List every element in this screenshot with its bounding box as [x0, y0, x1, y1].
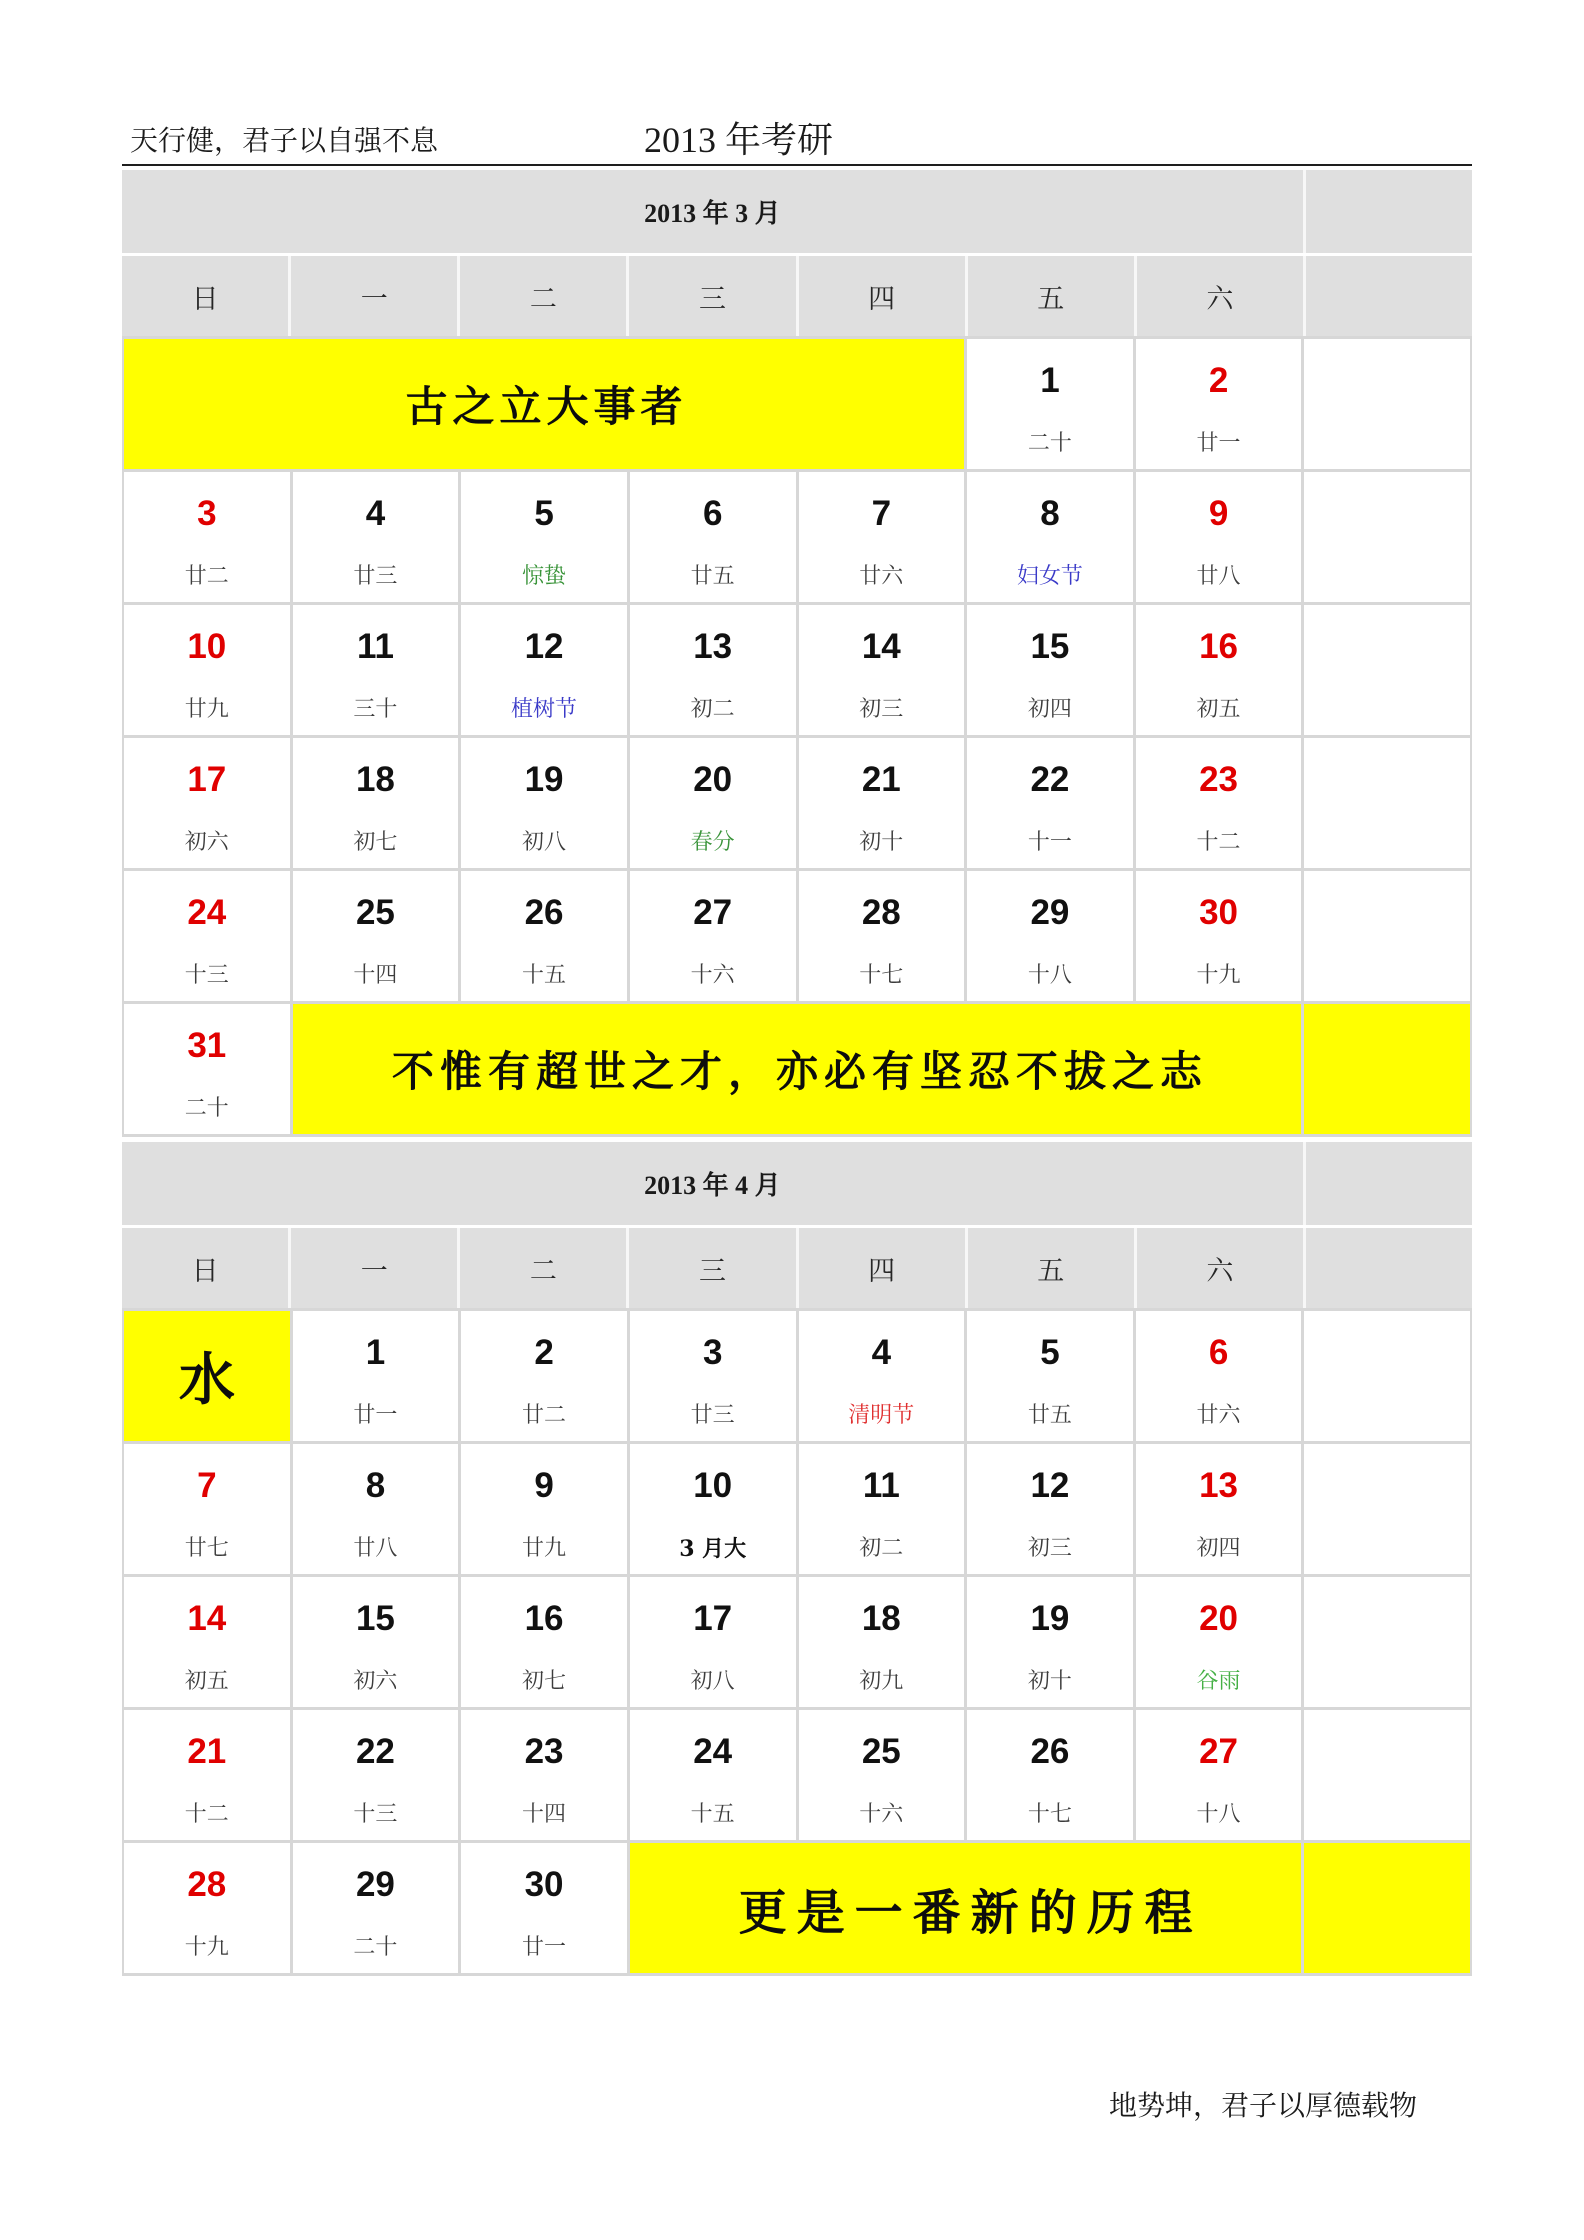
lunar-date: 廿五	[1027, 1403, 1072, 1428]
weekday-cell	[460, 1228, 626, 1308]
motto-banner	[293, 1004, 1302, 1134]
weekday-label: 二	[529, 283, 557, 315]
day-cell	[461, 738, 627, 868]
day-cell	[799, 605, 965, 735]
day-number: 2	[534, 1333, 554, 1372]
empty-header-cell	[1306, 1142, 1472, 1225]
day-number: 11	[862, 1466, 900, 1505]
weekday-cell	[291, 256, 457, 336]
day-number: 10	[693, 1466, 733, 1505]
banner-text: 更是一番新的历程	[738, 1884, 1203, 1941]
day-cell	[124, 1577, 290, 1707]
day-number: 23	[524, 1732, 564, 1771]
day-number: 29	[355, 1865, 395, 1904]
lunar-date: 三十	[353, 697, 398, 722]
day-cell	[967, 472, 1133, 602]
day-cell	[293, 1444, 459, 1574]
lunar-date: 廿九	[522, 1536, 567, 1561]
blank-column-cell	[1304, 871, 1470, 1001]
lunar-date: 植树节	[511, 697, 578, 722]
day-number: 4	[871, 1333, 892, 1372]
date-grid	[122, 336, 1472, 1137]
day-number: 1	[1040, 361, 1060, 400]
blank-column-cell	[1304, 1710, 1470, 1840]
motto-banner	[630, 1843, 1302, 1973]
day-number: 18	[861, 1599, 901, 1638]
day-cell	[124, 871, 290, 1001]
day-number: 21	[861, 760, 901, 799]
day-number: 26	[524, 893, 564, 932]
day-cell	[799, 738, 965, 868]
day-cell	[461, 1311, 627, 1441]
day-cell	[1136, 738, 1302, 868]
month-title: 2013 年 4 月	[644, 1171, 781, 1200]
day-cell	[1136, 1710, 1302, 1840]
lunar-date: 十八	[1027, 963, 1072, 988]
weekday-label: 二	[529, 1255, 557, 1287]
day-number: 19	[1030, 1599, 1070, 1638]
day-cell	[124, 1444, 290, 1574]
day-number: 21	[187, 1732, 227, 1771]
lunar-date: 廿一	[353, 1403, 398, 1428]
day-number: 7	[197, 1466, 217, 1505]
lunar-date: 初七	[522, 1669, 567, 1694]
weekday-label: 四	[868, 1255, 896, 1287]
day-cell	[630, 1311, 796, 1441]
header-motto: 天行健，君子以自强不息	[130, 124, 439, 157]
day-number: 2	[1208, 361, 1229, 400]
lunar-date: 初四	[1196, 1536, 1241, 1561]
lunar-date: 二十	[353, 1935, 398, 1960]
month-title-row	[122, 170, 1472, 253]
lunar-date: 初七	[353, 830, 398, 855]
day-cell	[967, 339, 1133, 469]
day-cell	[799, 1710, 965, 1840]
day-cell	[799, 472, 965, 602]
day-cell	[630, 738, 796, 868]
lunar-date: 廿五	[690, 564, 735, 589]
day-number: 17	[693, 1599, 733, 1638]
day-cell	[293, 472, 459, 602]
day-number: 8	[365, 1466, 386, 1505]
lunar-date: 初五	[184, 1669, 229, 1694]
lunar-date: 廿三	[690, 1403, 735, 1428]
lunar-date: 初二	[859, 1536, 904, 1561]
day-cell	[293, 738, 459, 868]
lunar-date: 十四	[353, 963, 398, 988]
day-cell	[630, 871, 796, 1001]
day-cell	[461, 605, 627, 735]
month-title-cell	[122, 170, 1303, 253]
day-cell	[630, 1710, 796, 1840]
day-number: 13	[1199, 1466, 1239, 1505]
day-cell	[124, 605, 290, 735]
blank-column-cell	[1304, 605, 1470, 735]
weekday-cell	[1137, 256, 1303, 336]
day-cell	[967, 605, 1133, 735]
lunar-date: 十九	[1196, 963, 1241, 988]
day-number: 29	[1030, 893, 1070, 932]
day-number: 9	[534, 1466, 554, 1505]
weekday-cell	[968, 1228, 1134, 1308]
banner-text: 不惟有超世之才，亦必有坚忍不拔之志	[391, 1047, 1208, 1096]
month-title: 2013 年 3 月	[644, 199, 781, 228]
day-number: 30	[1199, 893, 1239, 932]
day-number: 3	[702, 1333, 723, 1372]
lunar-date: 初六	[353, 1669, 398, 1694]
day-number: 24	[693, 1732, 733, 1771]
day-number: 27	[693, 893, 733, 932]
day-cell	[1136, 339, 1302, 469]
day-number: 25	[861, 1732, 901, 1771]
document-title: 2013 年考研	[644, 120, 834, 160]
day-cell	[293, 1311, 459, 1441]
lunar-date: 十二	[184, 1802, 229, 1827]
day-cell	[1136, 1577, 1302, 1707]
motto-banner	[124, 1311, 290, 1441]
lunar-date: 二十	[184, 1096, 229, 1121]
lunar-date: 十五	[522, 963, 567, 988]
day-cell	[967, 1444, 1133, 1574]
day-cell	[799, 1311, 965, 1441]
day-cell	[1136, 1444, 1302, 1574]
lunar-date: 初八	[690, 1669, 735, 1694]
day-cell	[630, 1577, 796, 1707]
day-cell	[124, 1710, 290, 1840]
day-number: 20	[1199, 1599, 1239, 1638]
blank-column-cell	[1304, 1444, 1470, 1574]
lunar-date: 廿八	[353, 1536, 398, 1561]
day-number: 10	[187, 627, 227, 666]
lunar-date: 十六	[690, 963, 735, 988]
day-cell	[461, 1710, 627, 1840]
weekday-cell	[968, 256, 1134, 336]
weekday-label: 六	[1206, 283, 1234, 315]
weekday-label: 日	[191, 283, 219, 315]
day-number: 14	[187, 1599, 227, 1638]
weekday-cell	[629, 256, 795, 336]
weekday-header-row	[122, 1228, 1472, 1308]
empty-header-cell	[1306, 1228, 1472, 1308]
day-cell	[1136, 472, 1302, 602]
day-cell	[1136, 605, 1302, 735]
day-number: 12	[524, 627, 564, 666]
lunar-date: 二十	[1027, 431, 1072, 456]
lunar-date: 廿七	[184, 1536, 229, 1561]
lunar-date: 十二	[1196, 830, 1241, 855]
lunar-date: 十四	[522, 1802, 567, 1827]
day-cell	[630, 605, 796, 735]
day-number: 12	[1030, 1466, 1070, 1505]
lunar-date: 十三	[184, 963, 229, 988]
day-number: 5	[1040, 1333, 1060, 1372]
day-cell	[293, 1577, 459, 1707]
lunar-date: 3 月大	[679, 1536, 747, 1562]
day-number: 19	[524, 760, 564, 799]
footer-motto: 地势坤，君子以厚德载物	[1109, 2089, 1418, 2122]
day-cell	[461, 472, 627, 602]
blank-column-cell	[1304, 1577, 1470, 1707]
day-number: 4	[365, 494, 386, 533]
day-number: 28	[861, 893, 901, 932]
day-cell	[293, 605, 459, 735]
day-number: 30	[524, 1865, 564, 1904]
day-cell	[799, 1444, 965, 1574]
lunar-date: 清明节	[848, 1403, 915, 1428]
lunar-date: 初五	[1196, 697, 1241, 722]
day-number: 24	[187, 893, 227, 932]
day-cell	[293, 871, 459, 1001]
lunar-date: 十七	[1027, 1802, 1072, 1827]
lunar-date: 惊蛰	[522, 564, 567, 589]
weekday-label: 四	[868, 283, 896, 315]
empty-header-cell	[1306, 256, 1472, 336]
day-number: 14	[861, 627, 901, 666]
day-cell	[461, 871, 627, 1001]
lunar-date: 初四	[1027, 697, 1072, 722]
month-title-row	[122, 1142, 1472, 1225]
day-number: 5	[534, 494, 554, 533]
lunar-date: 十八	[1196, 1802, 1241, 1827]
weekday-header-row	[122, 256, 1472, 336]
day-cell	[461, 1577, 627, 1707]
lunar-date: 廿八	[1196, 564, 1241, 589]
weekday-cell	[1137, 1228, 1303, 1308]
day-number: 31	[187, 1026, 227, 1065]
day-number: 13	[693, 627, 733, 666]
blank-column-cell	[1304, 1311, 1470, 1441]
lunar-date: 廿六	[859, 564, 904, 589]
day-cell	[967, 1710, 1133, 1840]
lunar-date: 初八	[522, 830, 567, 855]
day-number: 26	[1030, 1732, 1070, 1771]
month-block	[122, 1142, 1472, 1976]
lunar-date: 初二	[690, 697, 735, 722]
day-cell	[799, 871, 965, 1001]
weekday-label: 一	[360, 1255, 388, 1287]
lunar-date: 初十	[1027, 1669, 1072, 1694]
lunar-date: 初十	[859, 830, 904, 855]
blank-column-cell	[1304, 472, 1470, 602]
day-cell	[124, 1843, 290, 1973]
weekday-cell	[291, 1228, 457, 1308]
month-title-cell	[122, 1142, 1303, 1225]
day-number: 1	[365, 1333, 386, 1372]
weekday-cell	[799, 256, 965, 336]
day-number: 7	[871, 494, 892, 533]
day-cell	[293, 1843, 459, 1973]
day-number: 16	[1199, 627, 1239, 666]
day-cell	[630, 1444, 796, 1574]
calendar-table	[122, 170, 1472, 1976]
weekday-cell	[799, 1228, 965, 1308]
lunar-date: 初三	[859, 697, 904, 722]
day-number: 22	[1030, 760, 1070, 799]
weekday-cell	[122, 1228, 288, 1308]
weekday-cell	[122, 256, 288, 336]
day-cell	[461, 1843, 627, 1973]
banner-text: 水	[178, 1347, 235, 1413]
day-cell	[967, 1311, 1133, 1441]
lunar-date: 十六	[859, 1802, 904, 1827]
blank-column-cell	[1304, 1843, 1470, 1973]
banner-text: 古之立大事者	[405, 382, 688, 431]
blank-column-cell	[1304, 738, 1470, 868]
day-number: 23	[1199, 760, 1239, 799]
day-number: 17	[187, 760, 227, 799]
weekday-label: 五	[1037, 283, 1065, 315]
day-number: 22	[355, 1732, 395, 1771]
day-cell	[967, 738, 1133, 868]
weekday-cell	[629, 1228, 795, 1308]
day-number: 6	[1208, 1333, 1229, 1372]
lunar-date: 廿二	[184, 564, 229, 589]
date-grid	[122, 1308, 1472, 1976]
day-number: 18	[355, 760, 395, 799]
lunar-date: 妇女节	[1016, 564, 1083, 589]
day-number: 8	[1040, 494, 1060, 533]
empty-header-cell	[1306, 170, 1472, 253]
day-number: 15	[1030, 627, 1070, 666]
lunar-date: 初六	[184, 830, 229, 855]
day-cell	[124, 472, 290, 602]
lunar-date: 廿二	[522, 1403, 567, 1428]
weekday-label: 三	[698, 1255, 726, 1287]
lunar-date: 谷雨	[1196, 1669, 1241, 1694]
lunar-date: 十五	[690, 1802, 735, 1827]
day-number: 11	[356, 627, 394, 666]
lunar-date: 廿一	[522, 1935, 567, 1960]
lunar-date: 十一	[1027, 830, 1072, 855]
day-cell	[124, 738, 290, 868]
lunar-date: 廿三	[353, 564, 398, 589]
lunar-date: 初三	[1027, 1536, 1072, 1561]
weekday-cell	[460, 256, 626, 336]
day-cell	[799, 1577, 965, 1707]
day-number: 20	[693, 760, 733, 799]
day-cell	[1136, 1311, 1302, 1441]
day-number: 9	[1208, 494, 1229, 533]
lunar-date: 春分	[690, 830, 735, 855]
blank-column-cell	[1304, 339, 1470, 469]
day-cell	[967, 871, 1133, 1001]
weekday-label: 三	[698, 283, 726, 315]
weekday-label: 日	[191, 1255, 219, 1287]
day-cell	[124, 1004, 290, 1134]
day-cell	[461, 1444, 627, 1574]
lunar-date: 廿九	[184, 697, 229, 722]
day-number: 28	[187, 1865, 227, 1904]
month-block	[122, 170, 1472, 1137]
blank-column-cell	[1304, 1004, 1470, 1134]
lunar-date: 十三	[353, 1802, 398, 1827]
lunar-date: 十七	[859, 963, 904, 988]
day-cell	[630, 472, 796, 602]
day-number: 15	[355, 1599, 395, 1638]
day-number: 27	[1199, 1732, 1239, 1771]
day-cell	[293, 1710, 459, 1840]
weekday-label: 五	[1037, 1255, 1065, 1287]
day-number: 16	[524, 1599, 564, 1638]
weekday-label: 六	[1206, 1255, 1234, 1287]
lunar-date: 初九	[859, 1669, 904, 1694]
day-number: 6	[702, 494, 723, 533]
header-rule	[122, 164, 1472, 166]
motto-banner	[124, 339, 964, 469]
day-number: 3	[197, 494, 217, 533]
day-cell	[967, 1577, 1133, 1707]
day-number: 25	[355, 893, 395, 932]
lunar-date: 十九	[184, 1935, 229, 1960]
weekday-label: 一	[360, 283, 388, 315]
lunar-date: 廿六	[1196, 1403, 1241, 1428]
lunar-date: 廿一	[1196, 431, 1241, 456]
day-cell	[1136, 871, 1302, 1001]
